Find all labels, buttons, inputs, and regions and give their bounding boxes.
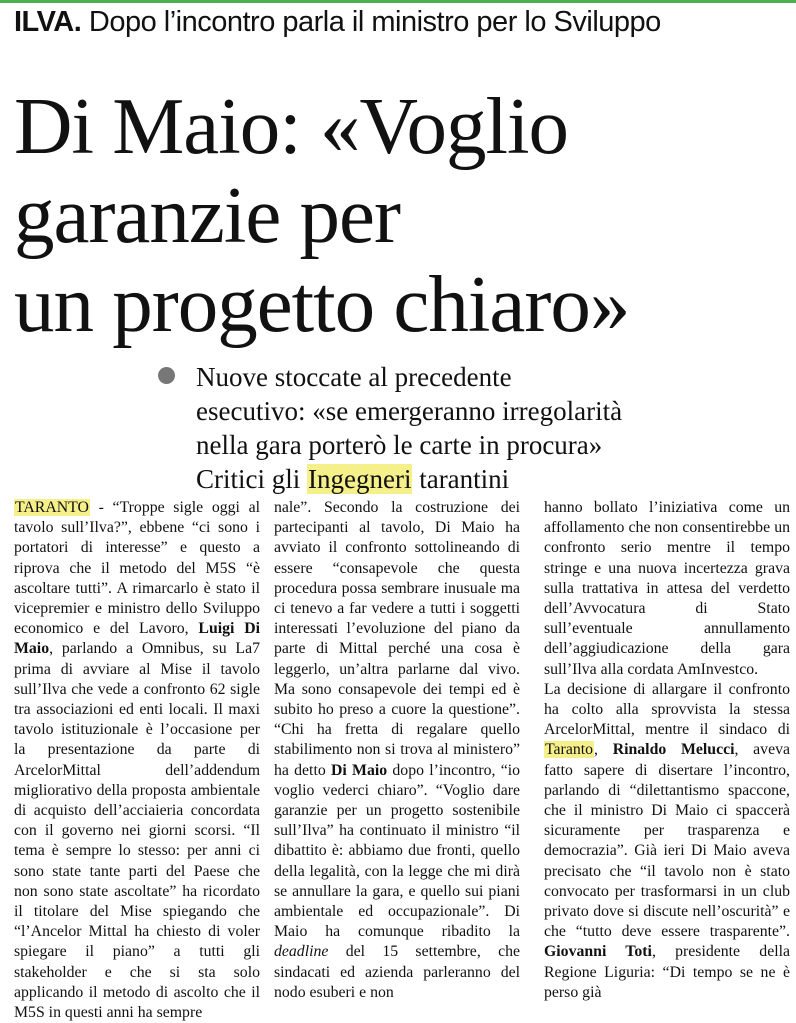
top-rule bbox=[0, 0, 796, 3]
text-run: hanno bollato l’iniziativa come un affollamento che non consentirebbe un confronto serio mentre il tempo stringe e una nuova incertezza grava sulla trattativa in attesa del verdetto dell’Avvocatura di Stato sull’eventuale annullamento dell’aggiudicazione della gara sull’Ilva alla cordata AmInvestco. bbox=[544, 499, 790, 678]
article-column-3 bbox=[544, 498, 790, 1003]
headline-line-2: garanzie per bbox=[14, 170, 400, 260]
paragraph bbox=[544, 498, 790, 680]
dateline: TARANTO bbox=[15, 499, 89, 516]
person-name: Rinaldo Melucci bbox=[612, 741, 735, 759]
kicker-tag: ILVA. bbox=[14, 6, 82, 38]
person-name: Luigi Di Maio bbox=[14, 620, 261, 658]
subheadline-line-4 bbox=[196, 462, 776, 496]
kicker-text: Dopo l’incontro parla il ministro per lo Sviluppo bbox=[88, 6, 661, 38]
subheadline-line-3: nella gara porterò le carte in procura» bbox=[196, 430, 603, 460]
headline-line-3: un progetto chiaro» bbox=[14, 259, 630, 349]
text-run: dopo l’incontro, “io voglio vederci chiaro”. “Voglio dare garanzie per un progetto sostenibile sull’Ilva” ha continuato il ministro “il dibattito è: abbiamo due fronti, quello della legalità, con la legge che mi dirà se annullare la gara, e quello sui piani ambientale ed occupazionale”. Di Maio ha comunque ribadito la bbox=[274, 761, 521, 941]
paragraph bbox=[14, 498, 260, 1023]
text-run: La decisione di allargare il confronto ha colto alla sprovvista la stessa ArcelorMittal, mentre il sindaco di bbox=[544, 680, 790, 739]
bullet-icon bbox=[158, 367, 175, 384]
subheadline-line-2: esecutivo: «se emergeranno irregolarità bbox=[196, 396, 623, 426]
highlighted-city: Taranto bbox=[545, 741, 594, 759]
subheadline-line-1: Nuove stoccate al precedente bbox=[196, 362, 512, 392]
headline-line-1: Di Maio: «Voglio bbox=[14, 81, 569, 171]
headline bbox=[14, 82, 794, 349]
emphasis: deadline bbox=[274, 943, 329, 961]
person-name: Giovanni Toti bbox=[544, 943, 652, 961]
subheadline-line-4-pre: Critici gli bbox=[196, 464, 301, 494]
person-name: Di Maio bbox=[331, 761, 388, 779]
article-body bbox=[14, 498, 794, 1022]
text-run: , parlando a Omnibus, su La7 prima di avviare al Mise il tavolo sull’Ilva che vede a confronto 62 sigle tra associazioni ed enti locali. Il maxi tavolo istituzionale è l’occasione per la presentazione da parte di ArcelorMittal dell’addendum migliorativo della proposta ambientale di acquisto dell’acciaieria concordata con il governo nei giorni scorsi. “Il tema è sempre lo stesso: per anni ci sono state tante parti del Paese che non sono state ascoltate” ha ricordato il titolare del Mise spiegando che “l’Ancelor Mittal ha chiesto di voler spiegare il piano” a tutti gli stakeholder e che si sta solo applicando il metodo di ascolto che il M5S in questi anni ha sempre bbox=[14, 640, 260, 1022]
subheadline-line-4-post: tarantini bbox=[419, 464, 510, 494]
highlighted-word: Ingegneri bbox=[308, 464, 412, 494]
article-column-1 bbox=[14, 498, 260, 1023]
article-column-2 bbox=[274, 498, 520, 1003]
paragraph bbox=[274, 498, 520, 1003]
paragraph: La decisione di allargare il confronto ha colto alla sprovvista la stessa ArcelorMittal, mentre il sindaco di Taranto, Rinaldo Melucci, aveva fatto sapere di disertare l’incontro, parlando di “dilettantismo spaccone, che il ministro Di Maio ci spaccerà sicuramente per trasparenza e democrazia”. Già ieri Di Maio aveva precisato che “il tavolo non è stato convocato per trasformarsi in un club privato dove si discute nell’oscurità” e che “tutto deve essere trasparente”. Giovanni Toti, presidente della Regione Liguria: “Di tempo se ne è perso già bbox=[544, 680, 791, 1001]
subheadline bbox=[196, 360, 776, 496]
text-run: del 15 settembre, che sindacati ed azienda parleranno del nodo esuberi e non bbox=[274, 943, 520, 1001]
text-run: - “Troppe sigle oggi al tavolo sull’Ilva?”, ebbene “ci sono i portatori di interesse” e questo a riprova che il metodo del M5S “è ascoltare tutti”. A rimarcarlo è stato il vicepremier e ministro dello Sviluppo economico e del Lavoro, bbox=[14, 499, 260, 638]
text-run: , presidente della Regione Liguria: “Di tempo se ne è perso già bbox=[544, 943, 790, 1001]
text-run: nale”. Secondo la costruzione dei partecipanti al tavolo, Di Maio ha avviato il confronto sottolineando di essere “consapevole che questa procedura possa sembrare inusuale ma ci tenevo a far vedere a tutti i soggetti interessati l’evoluzione del piano da parte di Mittal perché una cosa è leggerlo, un’altra parlarne dal vivo. Ma sono consapevole dei tempi ed è subito ho preso a cuore la questione”. “Chi ha fretta di regalare quello stabilimento non si trova al ministero” ha detto bbox=[274, 499, 520, 779]
kicker bbox=[14, 6, 661, 39]
text-run: , aveva fatto sapere di disertare l’incontro, parlando di “dilettantismo spaccone, che il ministro Di Maio ci spaccerà sicuramente per trasparenza e democrazia”. Già ieri Di Maio aveva precisato che “il tavolo non è stato convocato per trasformarsi in un club privato dove si discute nell’oscurità” e che “tutto deve essere trasparente”. bbox=[544, 741, 791, 941]
